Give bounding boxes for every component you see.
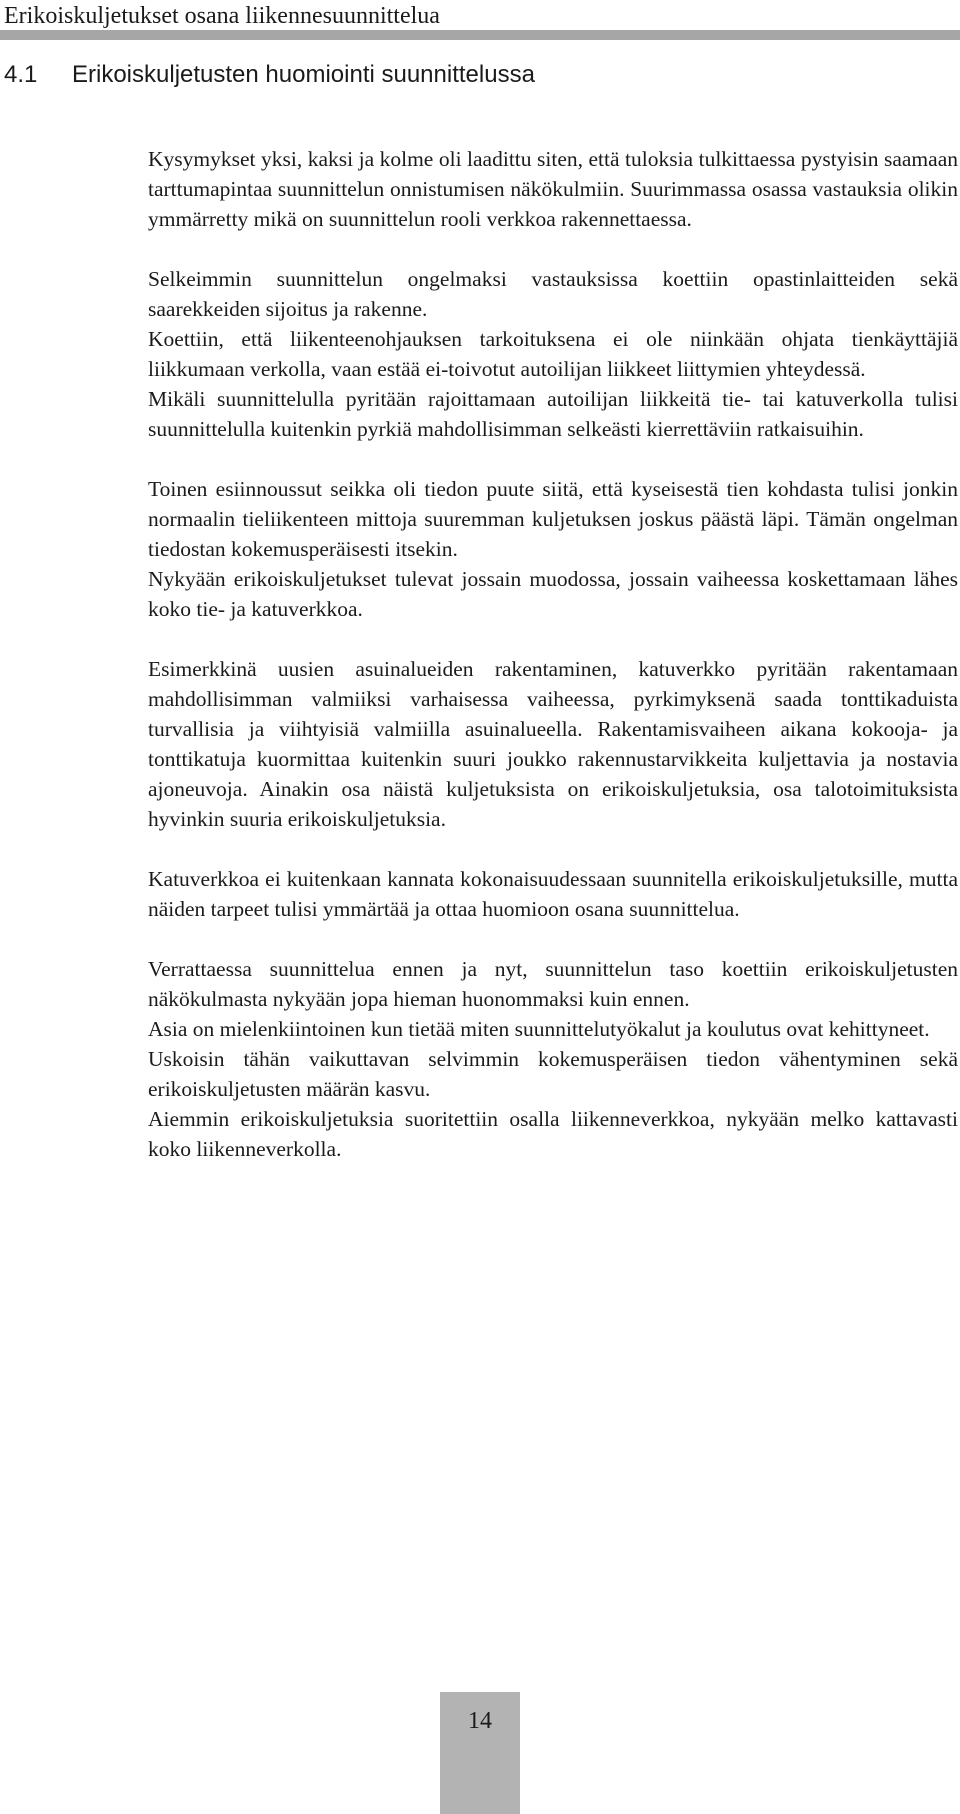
section-heading	[4, 60, 535, 90]
header-rule	[0, 30, 960, 40]
document-title: Erikoiskuljetukset osana liikennesuunnittelua	[4, 3, 440, 29]
paragraph: Kysymykset yksi, kaksi ja kolme oli laadittu siten, että tuloksia tulkittaessa pystyisin saamaan tarttumapintaa suunnittelun onnistumisen näkökulmiin. Suurimmassa osassa vastauksia olikin ymmärretty mikä on suunnittelun rooli verkkoa rakennettaessa.	[148, 147, 958, 231]
page-number: 14	[468, 1708, 492, 1734]
paragraph: Esimerkkinä uusien asuinalueiden rakentaminen, katuverkko pyritään rakentamaan mahdollisimman valmiiksi varhaisessa vaiheessa, pyrkimyksenä saada tonttikaduista turvallisia ja viihtyisiä valmiilla asuinalueella. Rakentamisvaiheen aikana kokooja- ja tonttikatuja kuormittaa kuitenkin suuri joukko rakennustarvikkeita kuljettavia ja nostavia ajoneuvoja. Ainakin osa näistä kuljetuksista on erikoiskuljetuksia, osa talotoimituksista hyvinkin suuria erikoiskuljetuksia.	[148, 657, 958, 831]
page-footer	[440, 1692, 520, 1814]
section-number: 4.1	[4, 61, 38, 88]
paragraph: Toinen esiinnoussut seikka oli tiedon puute siitä, että kyseisestä tien kohdasta tulisi jonkin normaalin tieliikenteen mittoja suuremman kuljetuksen joskus päästä läpi. Tämän ongelman tiedostan kokemusperäisesti itsekin.	[148, 477, 958, 561]
paragraph: Uskoisin tähän vaikuttavan selvimmin kokemusperäisen tiedon vähentyminen sekä erikoiskuljetusten määrän kasvu.	[148, 1047, 958, 1101]
paragraph: Katuverkkoa ei kuitenkaan kannata kokonaisuudessaan suunnitella erikoiskuljetuksille, mutta näiden tarpeet tulisi ymmärtää ja ottaa huomioon osana suunnittelua.	[148, 867, 958, 921]
section-title: Erikoiskuljetusten huomiointi suunnittelussa	[72, 61, 535, 88]
paragraph: Aiemmin erikoiskuljetuksia suoritettiin osalla liikenneverkkoa, nykyään melko kattavasti koko liikenneverkolla.	[148, 1107, 958, 1161]
paragraph: Selkeimmin suunnittelun ongelmaksi vastauksissa koettiin opastinlaitteiden sekä saarekkeiden sijoitus ja rakenne.	[148, 267, 958, 321]
running-header	[0, 0, 960, 42]
paragraph: Asia on mielenkiintoinen kun tietää miten suunnittelutyökalut ja koulutus ovat kehittyneet.	[148, 1017, 930, 1041]
paragraph: Verrattaessa suunnittelua ennen ja nyt, suunnittelun taso koettiin erikoiskuljetusten näkökulmasta nykyään jopa hieman huonommaksi kuin ennen.	[148, 957, 958, 1011]
paragraph: Koettiin, että liikenteenohjauksen tarkoituksena ei ole niinkään ohjata tienkäyttäjiä liikkumaan verkolla, vaan estää ei-toivotut autoilijan liikkeet liittymien yhteydessä.	[148, 327, 958, 381]
paragraph: Nykyään erikoiskuljetukset tulevat jossain muodossa, jossain vaiheessa koskettamaan lähes koko tie- ja katuverkkoa.	[148, 567, 958, 621]
paragraph: Mikäli suunnittelulla pyritään rajoittamaan autoilijan liikkeitä tie- tai katuverkolla tulisi suunnittelulla kuitenkin pyrkiä mahdollisimman selkeästi kierrettäviin ratkaisuihin.	[148, 387, 958, 441]
body-text	[148, 144, 958, 1164]
